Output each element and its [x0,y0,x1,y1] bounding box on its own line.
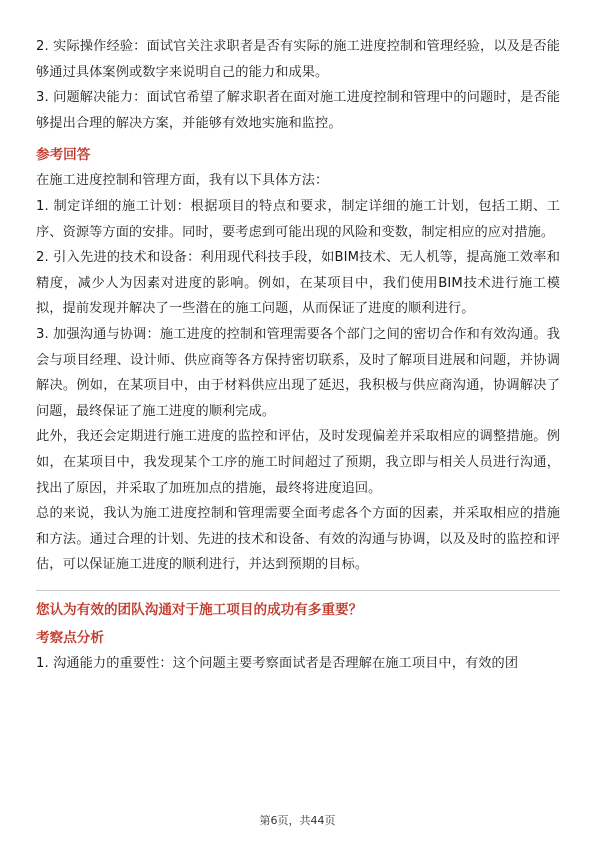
paragraph: 1. 沟通能力的重要性：这个问题主要考察面试者是否理解在施工项目中，有效的团 [36,655,519,671]
paragraph: 2. 引入先进的技术和设备：利用现代科技手段，如BIM技术、无人机等，提高施工效率和精度，减少人为因素对进度的影响。例如，在某项目中，我们使用BIM技术进行施工模拟，提前发现并解决了一些潜在的施工问题，从而保证了进度的顺利进行。 [36,250,560,317]
paragraph: 此外，我还会定期进行施工进度的监控和评估，及时发现偏差并采取相应的调整措施。例如，在某项目中，我发现某个工序的施工时间超过了预期，我立即与相关人员进行沟通，找出了原因，并采取了加班加点的措施，最终将进度追回。 [36,429,560,496]
paragraph: 3. 问题解决能力：面试官希望了解求职者在面对施工进度控制和管理中的问题时，是否能够提出合理的解决方案，并能够有效地实施和监控。 [36,90,560,131]
page-number-footer: 第6页，共44页 [259,814,336,827]
paragraph: 总的来说，我认为施工进度控制和管理需要全面考虑各个方面的因素，并采取相应的措施和方法。通过合理的计划、先进的技术和设备、有效的沟通与协调，以及及时的监控和评估，可以保证施工进度的顺利进行，并达到预期的目标。 [36,506,560,573]
question-title: 您认为有效的团队沟通对于施工项目的成功有多重要？ [36,601,363,618]
answer-heading: 参考回答 [36,147,91,164]
paragraph: 1. 制定详细的施工计划：根据项目的特点和要求，制定详细的施工计划，包括工期、工序、资源等方面的安排。同时，要考虑到可能出现的风险和变数，制定相应的应对措施。 [36,198,560,240]
paragraph: 2. 实际操作经验：面试官关注求职者是否有实际的施工进度控制和管理经验，以及是否能够通过具体案例或数字来说明自己的能力和成果。 [36,39,560,80]
page-content [36,34,560,676]
analysis-heading: 考察点分析 [36,629,104,646]
paragraph: 在施工进度控制和管理方面，我有以下具体方法： [36,173,329,189]
paragraph: 3. 加强沟通与协调：施工进度的控制和管理需要各个部门之间的密切合作和有效沟通。我会与项目经理、设计师、供应商等各方保持密切联系，及时了解项目进展和问题，并协调解决。例如，在某项目中，由于材料供应出现了延迟，我积极与供应商沟通，协调解决了问题，最终保证了施工进度的顺利完成。 [36,326,560,419]
section-divider [36,590,560,591]
